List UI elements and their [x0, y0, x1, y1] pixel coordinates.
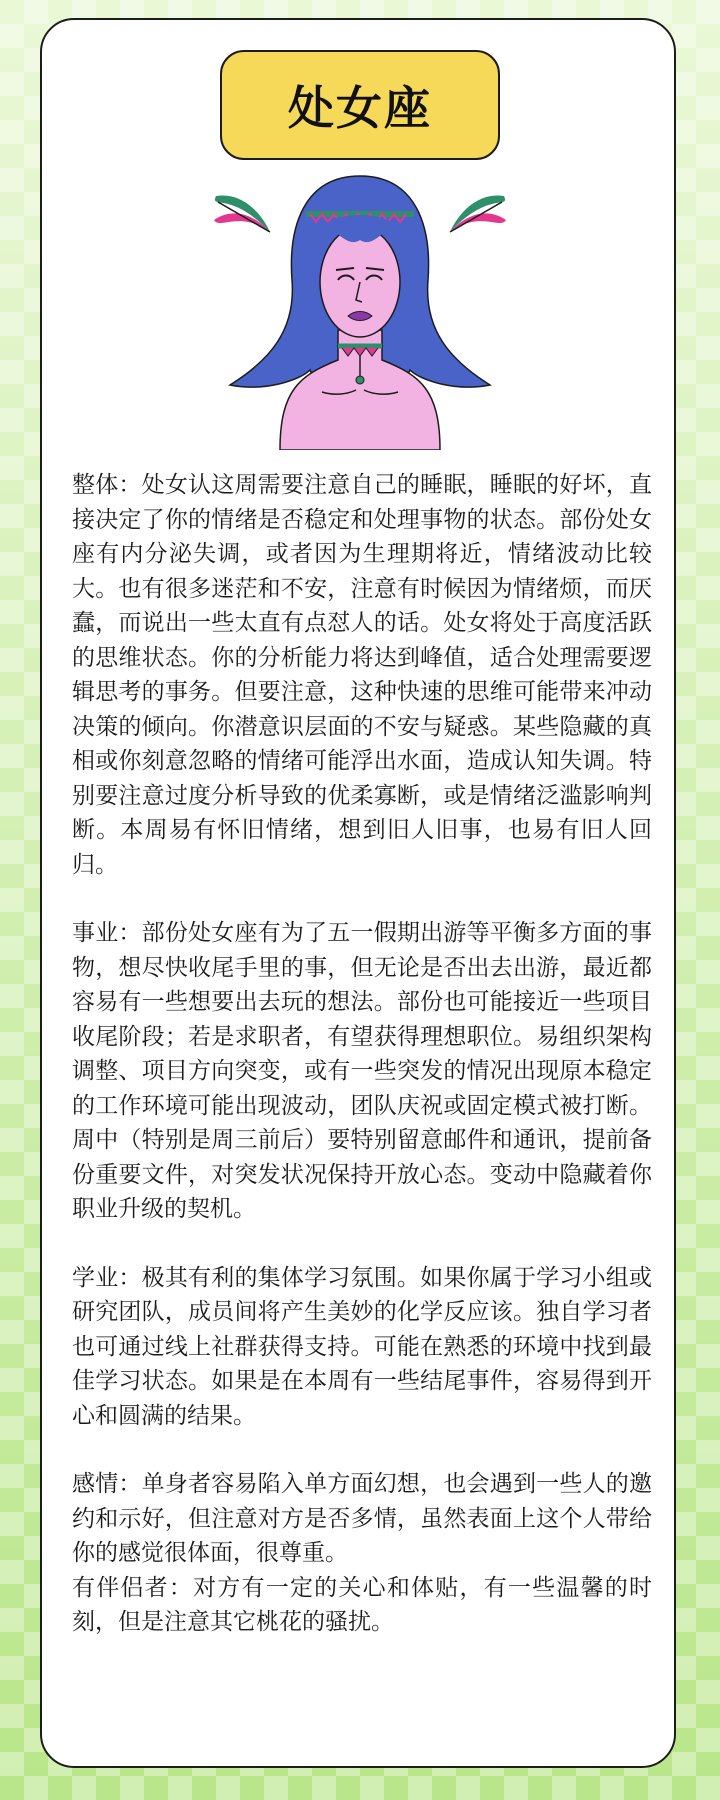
horoscope-content — [72, 468, 652, 1640]
love-single-paragraph: 感情：单身者容易陷入单方面幻想，也会遇到一些人的邀约和示好，但注意对方是否多情，虽然表面上这个人带给你的感觉很体面，很尊重。 — [72, 1471, 652, 1566]
horoscope-card — [40, 18, 676, 1768]
title-badge — [220, 50, 500, 160]
virgo-illustration — [210, 170, 510, 450]
study-paragraph: 学业：极其有利的集体学习氛围。如果你属于学习小组或研究团队，成员间将产生美妙的化学反应该。独自学习者也可通过线上社群获得支持。可能在熟悉的环境中找到最佳学习状态。如果是在本周有一些结尾事件，容易得到开心和圆满的结果。 — [72, 1264, 652, 1429]
overall-paragraph: 整体：处女认这周需要注意自己的睡眠，睡眠的好坏，直接决定了你的情绪是否稳定和处理事物的状态。部份处女座有内分泌失调，或者因为生理期将近，情绪波动比较大。也有很多迷茫和不安，注意有时候因为情绪烦，而厌蠢，而说出一些太直有点怼人的话。处女将处于高度活跃的思维状态。你的分析能力将达到峰值，适合处理需要逻辑思考的事务。但要注意，这种快速的思维可能带来冲动决策的倾向。你潜意识层面的不安与疑惑。某些隐藏的真相或你刻意忽略的情绪可能浮出水面，造成认知失调。特别要注意过度分析导致的优柔寡断，或是情绪泛滥影响判断。本周易有怀旧情绪，想到旧人旧事，也易有旧人回归。 — [72, 472, 652, 878]
page-title: 处女座 — [288, 81, 432, 135]
love-partnered-paragraph: 有伴侣者：对方有一定的关心和体贴，有一些温馨的时刻，但是注意其它桃花的骚扰。 — [72, 1574, 652, 1635]
left-leaf-icon — [214, 195, 270, 232]
career-paragraph: 事业：部份处女座有为了五一假期出游等平衡多方面的事物，想尽快收尾手里的事，但无论是否出去出游，最近都容易有一些想要出去玩的想法。部份也可能接近一些项目收尾阶段；若是求职者，有望获得理想职位。易组织架构调整、项目方向突变，或有一些突发的情况出现原本稳定的工作环境可能出现波动，团队庆祝或固定模式被打断。周中（特别是周三前后）要特别留意邮件和通讯，提前备份重要文件，对突发状况保持开放心态。变动中隐藏着你职业升级的契机。 — [72, 920, 652, 1222]
right-leaf-icon — [450, 195, 506, 232]
